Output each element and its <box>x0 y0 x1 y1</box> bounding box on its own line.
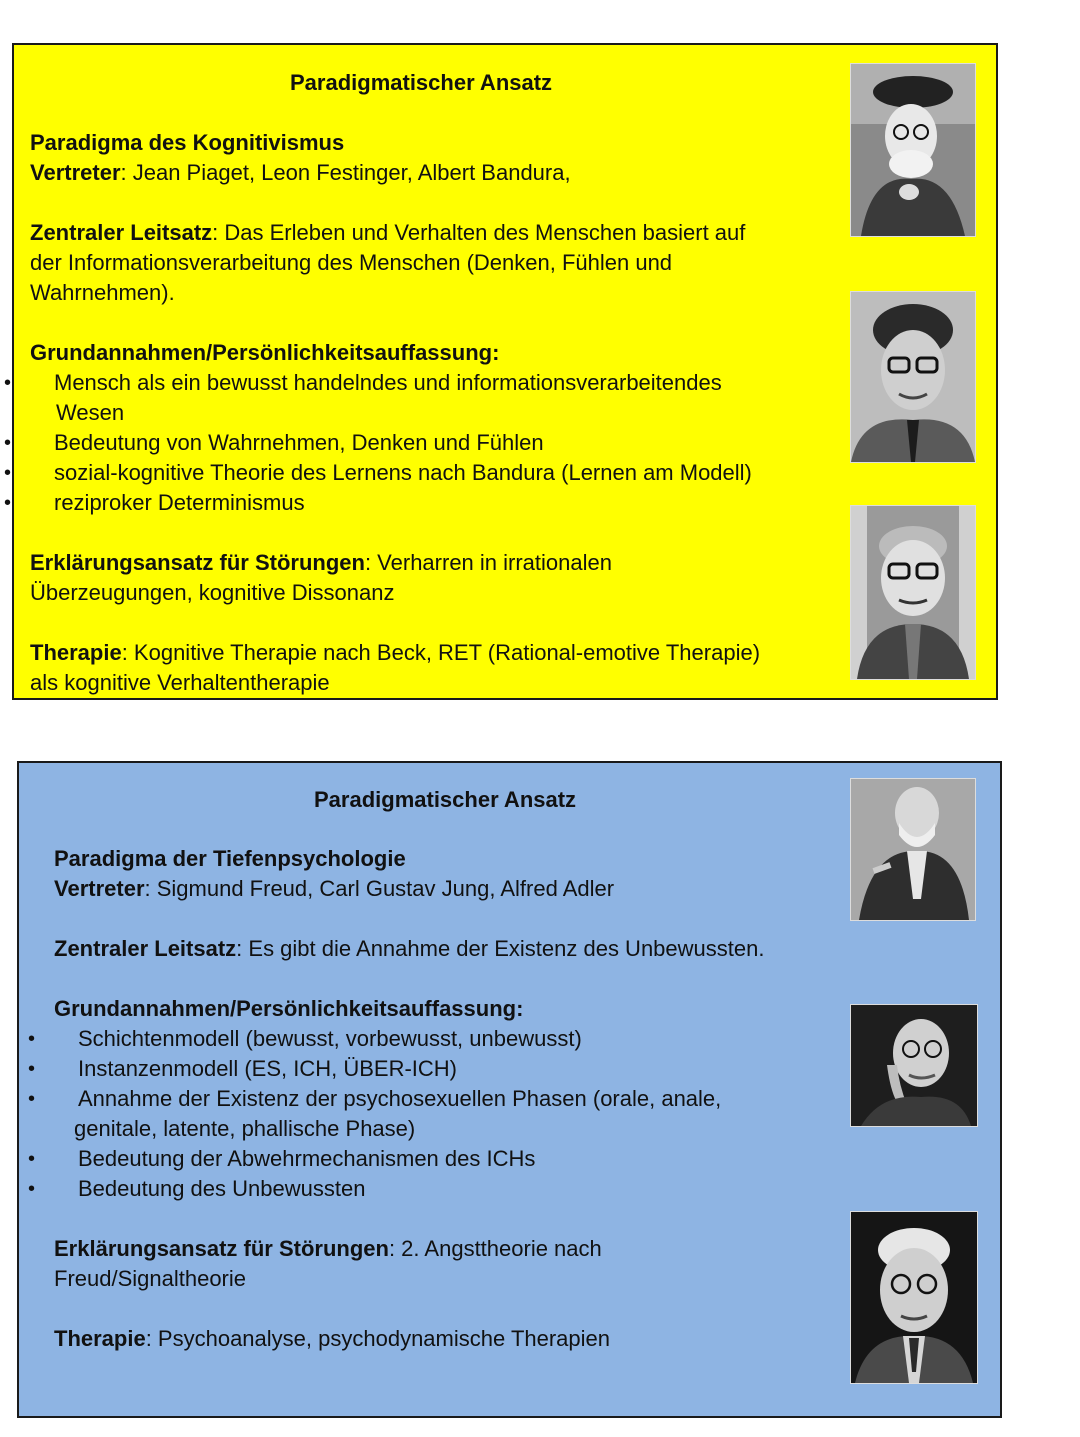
card1-bullet-1-cont: Wesen <box>56 400 125 425</box>
card1-leitsatz-line2: der Informationsverarbeitung des Menschen (Denken, Fühlen und <box>30 250 673 275</box>
card1-vertreter <box>30 158 571 188</box>
card1-bullet-2: Bedeutung von Wahrnehmen, Denken und Fühlen <box>54 430 544 455</box>
portrait-photo <box>850 1004 978 1127</box>
portrait-photo <box>850 1211 978 1384</box>
card1-grund-heading: Grundannahmen/Persönlichkeitsauffassung: <box>30 340 500 365</box>
vertreter-text: : Jean Piaget, Leon Festinger, Albert Bandura, <box>120 160 571 185</box>
bullet-marker: • <box>28 1058 36 1080</box>
therapie-text: : Psychoanalyse, psychodynamische Therapien <box>145 1326 611 1351</box>
card1-stoerung <box>30 548 612 578</box>
portrait-photo <box>850 63 976 237</box>
stoerung-text: : Verharren in irrationalen <box>364 550 612 575</box>
card2-vertreter <box>54 874 614 904</box>
card2-bullet-3-cont: genitale, latente, phallische Phase) <box>74 1116 416 1141</box>
portrait-image <box>851 292 975 462</box>
card2-stoerung <box>54 1234 602 1264</box>
leitsatz-text: : Es gibt die Annahme der Existenz des Unbewussten. <box>236 936 765 961</box>
leitsatz-label: Zentraler Leitsatz <box>54 936 237 961</box>
vertreter-label: Vertreter <box>30 160 121 185</box>
card2-title: Paradigmatischer Ansatz <box>314 787 577 812</box>
bullet-marker: • <box>28 1178 36 1200</box>
card1-leitsatz-line3: Wahrnehmen). <box>30 280 175 305</box>
bullet-marker: • <box>4 492 12 514</box>
vertreter-label: Vertreter <box>54 876 145 901</box>
card1-paradigm: Paradigma des Kognitivismus <box>30 130 345 155</box>
stoerung-text: : 2. Angsttheorie nach <box>388 1236 602 1261</box>
bullet-marker: • <box>28 1148 36 1170</box>
portrait-image <box>851 779 975 920</box>
card1-stoerung-line2: Überzeugungen, kognitive Dissonanz <box>30 580 395 605</box>
bullet-marker: • <box>4 462 12 484</box>
bullet-marker: • <box>4 372 12 394</box>
portrait-image <box>851 64 975 236</box>
card2-bullet-1: Schichtenmodell (bewusst, vorbewusst, unbewusst) <box>78 1026 582 1051</box>
portrait-photo <box>850 505 976 680</box>
portrait-image <box>851 1212 977 1383</box>
bullet-marker: • <box>4 432 12 454</box>
card2-paradigm: Paradigma der Tiefenpsychologie <box>54 846 406 871</box>
therapie-label: Therapie <box>54 1326 146 1351</box>
card1-bullet-4: reziproker Determinismus <box>54 490 305 515</box>
leitsatz-label: Zentraler Leitsatz <box>30 220 213 245</box>
card2-therapie <box>54 1324 610 1354</box>
therapie-label: Therapie <box>30 640 122 665</box>
portrait-image <box>851 1005 977 1126</box>
card1-bullet-3: sozial-kognitive Theorie des Lernens nach Bandura (Lernen am Modell) <box>54 460 752 485</box>
card2-bullet-2: Instanzenmodell (ES, ICH, ÜBER-ICH) <box>78 1056 457 1081</box>
card2-stoerung-line2: Freud/Signaltheorie <box>54 1266 247 1291</box>
card1-bullet-1: Mensch als ein bewusst handelndes und informationsverarbeitendes <box>54 370 722 395</box>
portrait-photo <box>850 778 976 921</box>
bullet-marker: • <box>28 1088 36 1110</box>
card1-therapie-line2: als kognitive Verhaltentherapie <box>30 670 330 695</box>
card2-bullet-4: Bedeutung der Abwehrmechanismen des ICHs <box>78 1146 536 1171</box>
vertreter-text: : Sigmund Freud, Carl Gustav Jung, Alfred Adler <box>144 876 615 901</box>
card2-leitsatz <box>54 934 764 964</box>
card2-bullet-3: Annahme der Existenz der psychosexuellen Phasen (orale, anale, <box>78 1086 722 1111</box>
card1-title: Paradigmatischer Ansatz <box>290 70 553 95</box>
card2-grund-heading: Grundannahmen/Persönlichkeitsauffassung: <box>54 996 524 1021</box>
stoerung-label: Erklärungsansatz für Störungen <box>54 1236 389 1261</box>
card1-therapie <box>30 638 760 668</box>
leitsatz-text: : Das Erleben und Verhalten des Menschen basiert auf <box>212 220 746 245</box>
therapie-text: : Kognitive Therapie nach Beck, RET (Rational-emotive Therapie) <box>121 640 761 665</box>
bullet-marker: • <box>28 1028 36 1050</box>
portrait-photo <box>850 291 976 463</box>
card1-leitsatz <box>30 218 745 248</box>
portrait-image <box>851 506 975 679</box>
stoerung-label: Erklärungsansatz für Störungen <box>30 550 365 575</box>
card2-bullet-5: Bedeutung des Unbewussten <box>78 1176 366 1201</box>
